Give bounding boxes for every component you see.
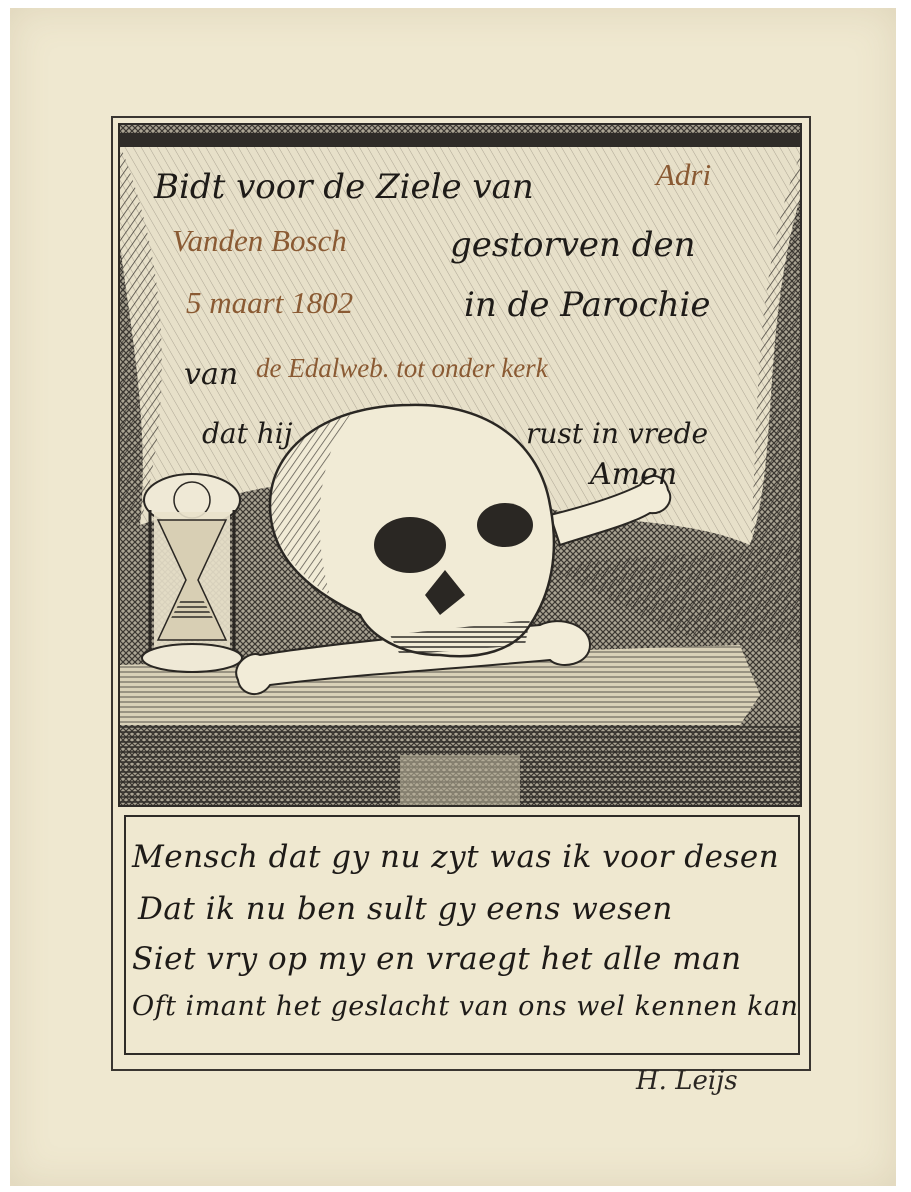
prayer-line-3: in de Parochie	[464, 285, 711, 325]
handwritten-name-2: Vanden Bosch	[172, 223, 347, 258]
verse-box	[124, 815, 800, 1055]
prayer-text-panel	[120, 125, 802, 807]
prayer-line-2: gestorven den	[450, 225, 696, 265]
memento-mori-engraving	[118, 123, 802, 807]
handwritten-date: 5 maart 1802	[186, 285, 354, 320]
handwritten-name-1: Adri	[656, 157, 712, 192]
prayer-line-4: van	[184, 357, 239, 392]
prayer-line-amen: Amen	[590, 457, 678, 492]
verse-line-3: Siet vry op my en vraegt het alle man	[132, 941, 742, 977]
handwritten-parish: de Edalweb. tot onder kerk	[256, 353, 548, 383]
engraver-signature: H. Leijs	[636, 1066, 738, 1096]
verse-line-4: Oft imant het geslacht van ons wel kennen kan	[132, 991, 799, 1022]
verse-line-1: Mensch dat gy nu zyt was ik voor desen	[132, 839, 780, 875]
prayer-line-5-left: dat hij	[202, 417, 293, 450]
verse-line-2: Dat ik nu ben sult gy eens wesen	[138, 891, 673, 927]
prayer-line-1: Bidt voor de Ziele van	[154, 167, 534, 207]
prayer-line-5-right: rust in vrede	[526, 417, 709, 450]
